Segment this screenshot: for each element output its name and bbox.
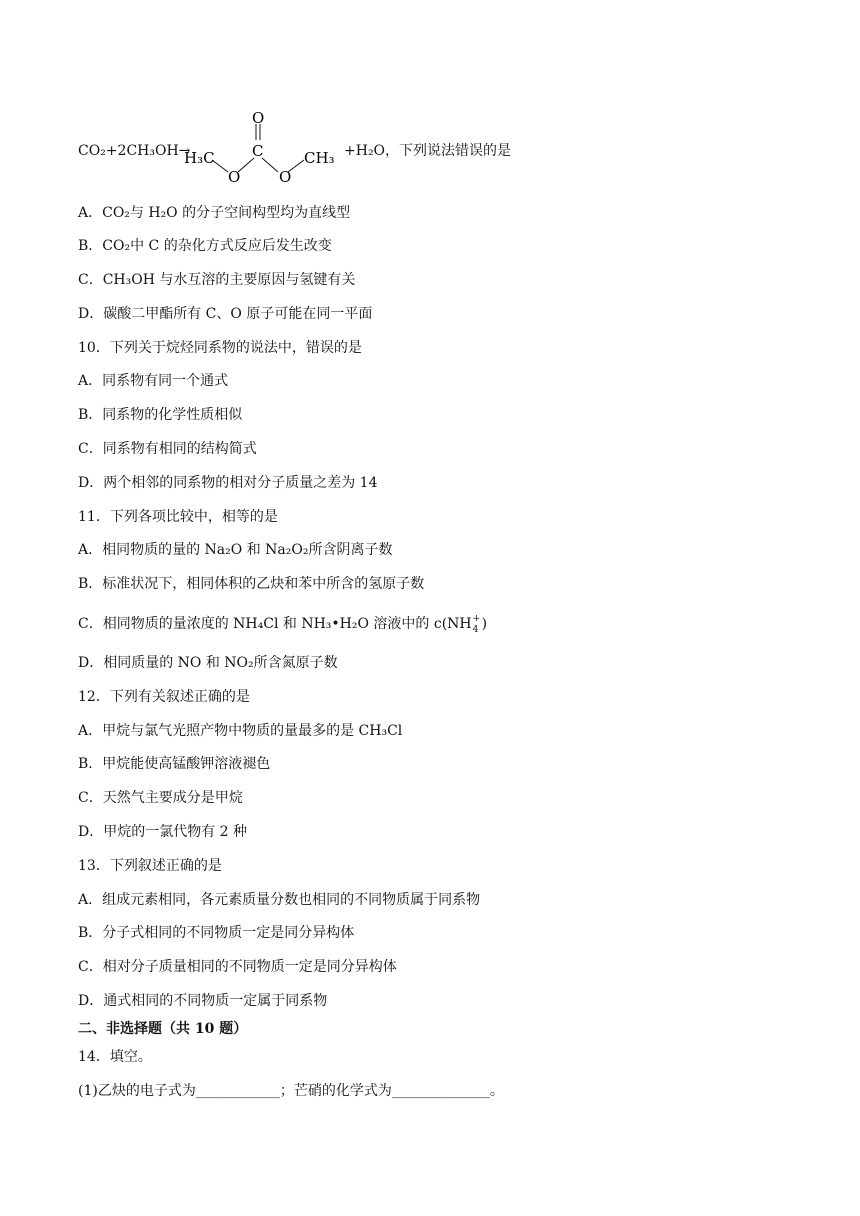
q9-option-a: A．CO₂与 H₂O 的分子空间构型均为直线型	[78, 205, 351, 221]
q9-option-d: D．碳酸二甲酯所有 C、O 原子可能在同一平面	[78, 306, 373, 322]
dimethyl-carbonate-structure	[180, 110, 340, 190]
ammonium-charge: + 4	[472, 614, 481, 635]
q11-option-c-text: C．相同物质的量浓度的 NH₄Cl 和 NH₃•H₂O 溶液中的 c(NH	[78, 616, 472, 632]
q11-option-c	[78, 615, 487, 633]
q11-option-c-close: )	[481, 616, 488, 632]
q13-option-a: A．组成元素相同，各元素质量分数也相同的不同物质属于同系物	[78, 892, 481, 908]
q10-option-a: A．同系物有同一个通式	[78, 373, 229, 389]
q12-option-c: C．天然气主要成分是甲烷	[78, 790, 243, 806]
struct-O-top: O	[252, 110, 265, 127]
q11-option-b: B．标准状况下，相同体积的乙炔和苯中所含的氢原子数	[78, 576, 425, 592]
struct-CH3: CH₃	[304, 149, 335, 167]
q11-option-d: D．相同质量的 NO 和 NO₂所含氮原子数	[78, 655, 338, 671]
struct-O-right: O	[279, 168, 292, 186]
struct-O-left: O	[228, 168, 241, 186]
section-heading: 二、非选择题（共 10 题）	[78, 1021, 248, 1037]
q11-option-a: A．相同物质的量的 Na₂O 和 Na₂O₂所含阴离子数	[78, 542, 393, 558]
q13-option-c: C．相对分子质量相同的不同物质一定是同分异构体	[78, 959, 397, 975]
q10-stem: 10．下列关于烷烃同系物的说法中，错误的是	[78, 340, 362, 356]
reaction-right: +H₂O，下列说法错误的是	[344, 143, 512, 159]
q11-stem: 11．下列各项比较中，相等的是	[78, 509, 278, 525]
q13-stem: 13．下列叙述正确的是	[78, 858, 222, 874]
q9-option-c: C．CH₃OH 与水互溶的主要原因与氢键有关	[78, 272, 356, 288]
q9-option-b: B．CO₂中 C 的杂化方式反应后发生改变	[78, 238, 332, 254]
q12-stem: 12．下列有关叙述正确的是	[78, 689, 250, 705]
q12-option-b: B．甲烷能使高锰酸钾溶液褪色	[78, 756, 271, 772]
q12-option-a: A．甲烷与氯气光照产物中物质的量最多的是 CH₃Cl	[78, 723, 403, 739]
q10-option-d: D．两个相邻的同系物的相对分子质量之差为 14	[78, 475, 378, 491]
q10-option-c: C．同系物有相同的结构简式	[78, 441, 257, 457]
q10-option-b: B．同系物的化学性质相似	[78, 407, 243, 423]
struct-C: C	[252, 142, 264, 160]
q14-part1: (1)乙炔的电子式为____________；芒硝的化学式为______________。	[78, 1083, 504, 1099]
q13-option-b: B．分子式相同的不同物质一定是同分异构体	[78, 925, 355, 941]
q12-option-d: D．甲烷的一氯代物有 2 种	[78, 824, 248, 840]
q14-stem: 14．填空。	[78, 1049, 152, 1065]
struct-H3C: H₃C	[184, 149, 215, 167]
reaction-left: CO₂+2CH₃OH→	[78, 143, 191, 159]
q13-option-d: D．通式相同的不同物质一定属于同系物	[78, 993, 328, 1009]
